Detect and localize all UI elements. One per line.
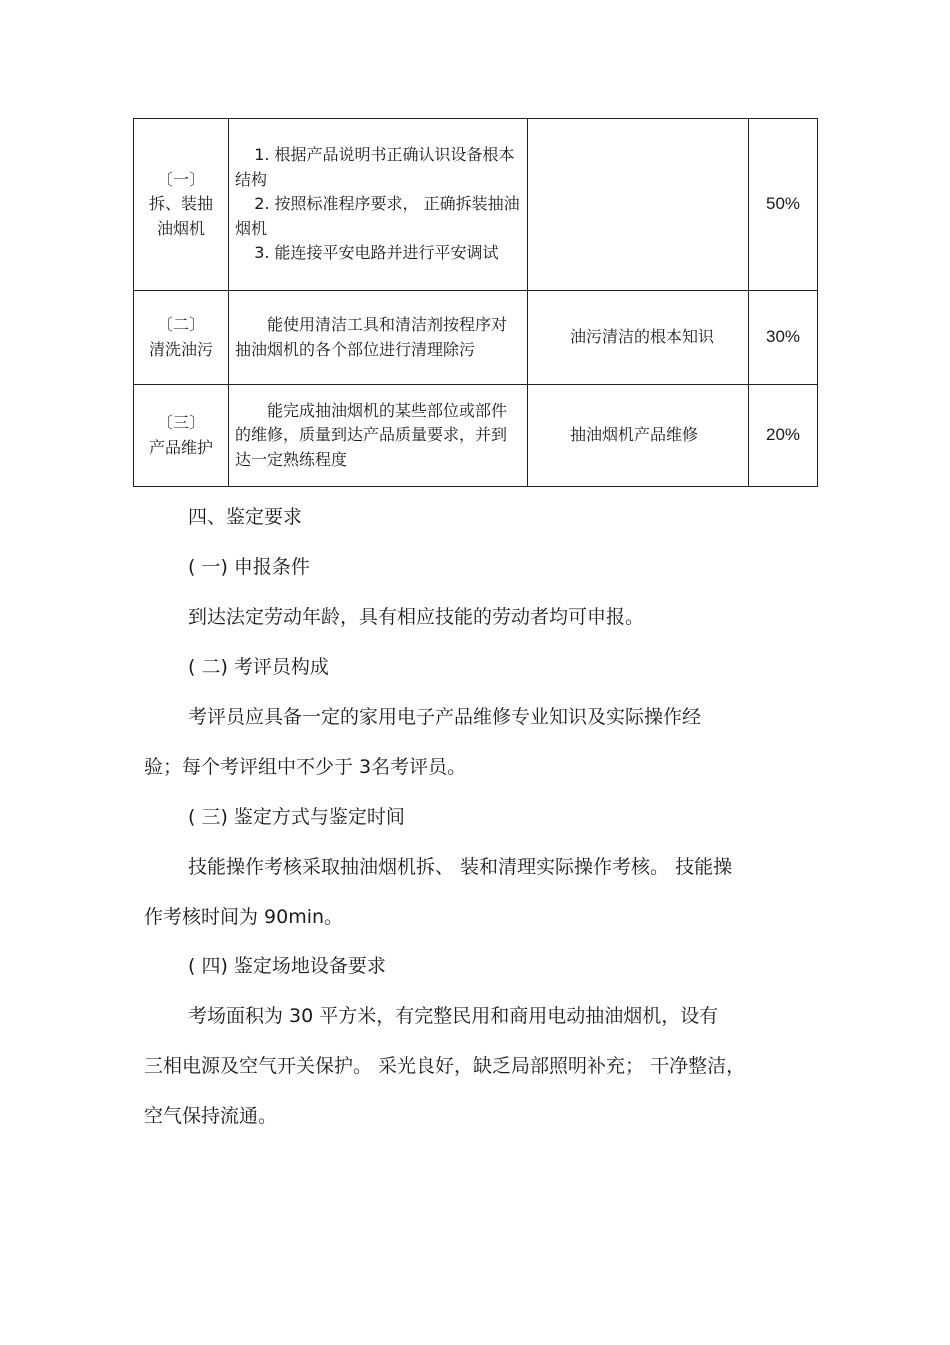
knowledge-cell — [528, 291, 749, 385]
paragraph: 技能操作考核采取抽油烟机拆、 装和清理实际操作考核。 技能操 — [188, 856, 733, 878]
skill-item: 1. 根据产品说明书正确认识设备根本结构 — [235, 145, 515, 189]
paragraph: 三相电源及空气开关保护。 采光良好，缺乏局部照明补充； 干净整洁， — [144, 1055, 746, 1077]
knowledge-text: 油污清洁的根本知识 — [570, 327, 715, 347]
subsection-heading: ( 四) 鉴定场地设备要求 — [188, 955, 386, 977]
subsection-heading: ( 一) 申报条件 — [188, 556, 310, 578]
paragraph: 作考核时间为 90min。 — [144, 906, 344, 928]
weight-percent: 20% — [749, 385, 818, 487]
paragraph: 到达法定劳动年龄，具有相应技能的劳动者均可申报。 — [188, 606, 645, 628]
category-title-line: 产品维护 — [148, 437, 213, 457]
weight-percent: 50% — [749, 119, 818, 291]
knowledge-cell — [528, 385, 749, 487]
category-title-line: 拆、装抽 — [148, 194, 213, 214]
paragraph: 考评员应具备一定的家用电子产品维修专业知识及实际操作经 — [188, 706, 702, 728]
category-cell — [134, 385, 229, 487]
category-number: 〔一〕 — [156, 169, 205, 189]
skill-item: 能完成抽油烟机的某些部位或部件的维修，质量到达产品质量要求，并到达一定熟练程度 — [235, 400, 508, 469]
skill-item: 3. 能连接平安电路并进行平安调试 — [254, 243, 499, 263]
category-number: 〔二〕 — [156, 315, 205, 334]
category-title-line: 清洗油污 — [148, 339, 213, 359]
category-title-line: 油烟机 — [156, 218, 205, 238]
skill-requirements-table — [133, 118, 818, 487]
category-number: 〔三〕 — [156, 413, 205, 432]
skill-cell — [229, 291, 528, 385]
subsection-heading: ( 二) 考评员构成 — [188, 656, 329, 678]
skill-item: 能使用清洁工具和清洁剂按程序对抽油烟机的各个部位进行清理除污 — [235, 315, 508, 359]
category-cell — [134, 291, 229, 385]
category-cell — [134, 119, 229, 291]
paragraph: 空气保持流通。 — [144, 1105, 278, 1127]
table-row — [134, 291, 818, 385]
knowledge-cell — [528, 119, 749, 291]
subsection-heading: ( 三) 鉴定方式与鉴定时间 — [188, 806, 405, 828]
weight-percent: 30% — [749, 291, 818, 385]
section-heading: 四、鉴定要求 — [188, 506, 303, 528]
paragraph: 验；每个考评组中不少于 3名考评员。 — [144, 756, 467, 778]
skill-item: 2. 按照标准程序要求， 正确拆装抽油烟机 — [235, 194, 520, 238]
table-row — [134, 119, 818, 291]
knowledge-text: 抽油烟机产品维修 — [570, 425, 699, 445]
paragraph: 考场面积为 30 平方米，有完整民用和商用电动抽油烟机，设有 — [188, 1005, 719, 1027]
table-row — [134, 385, 818, 487]
skill-cell — [229, 385, 528, 487]
skill-cell — [229, 119, 528, 291]
